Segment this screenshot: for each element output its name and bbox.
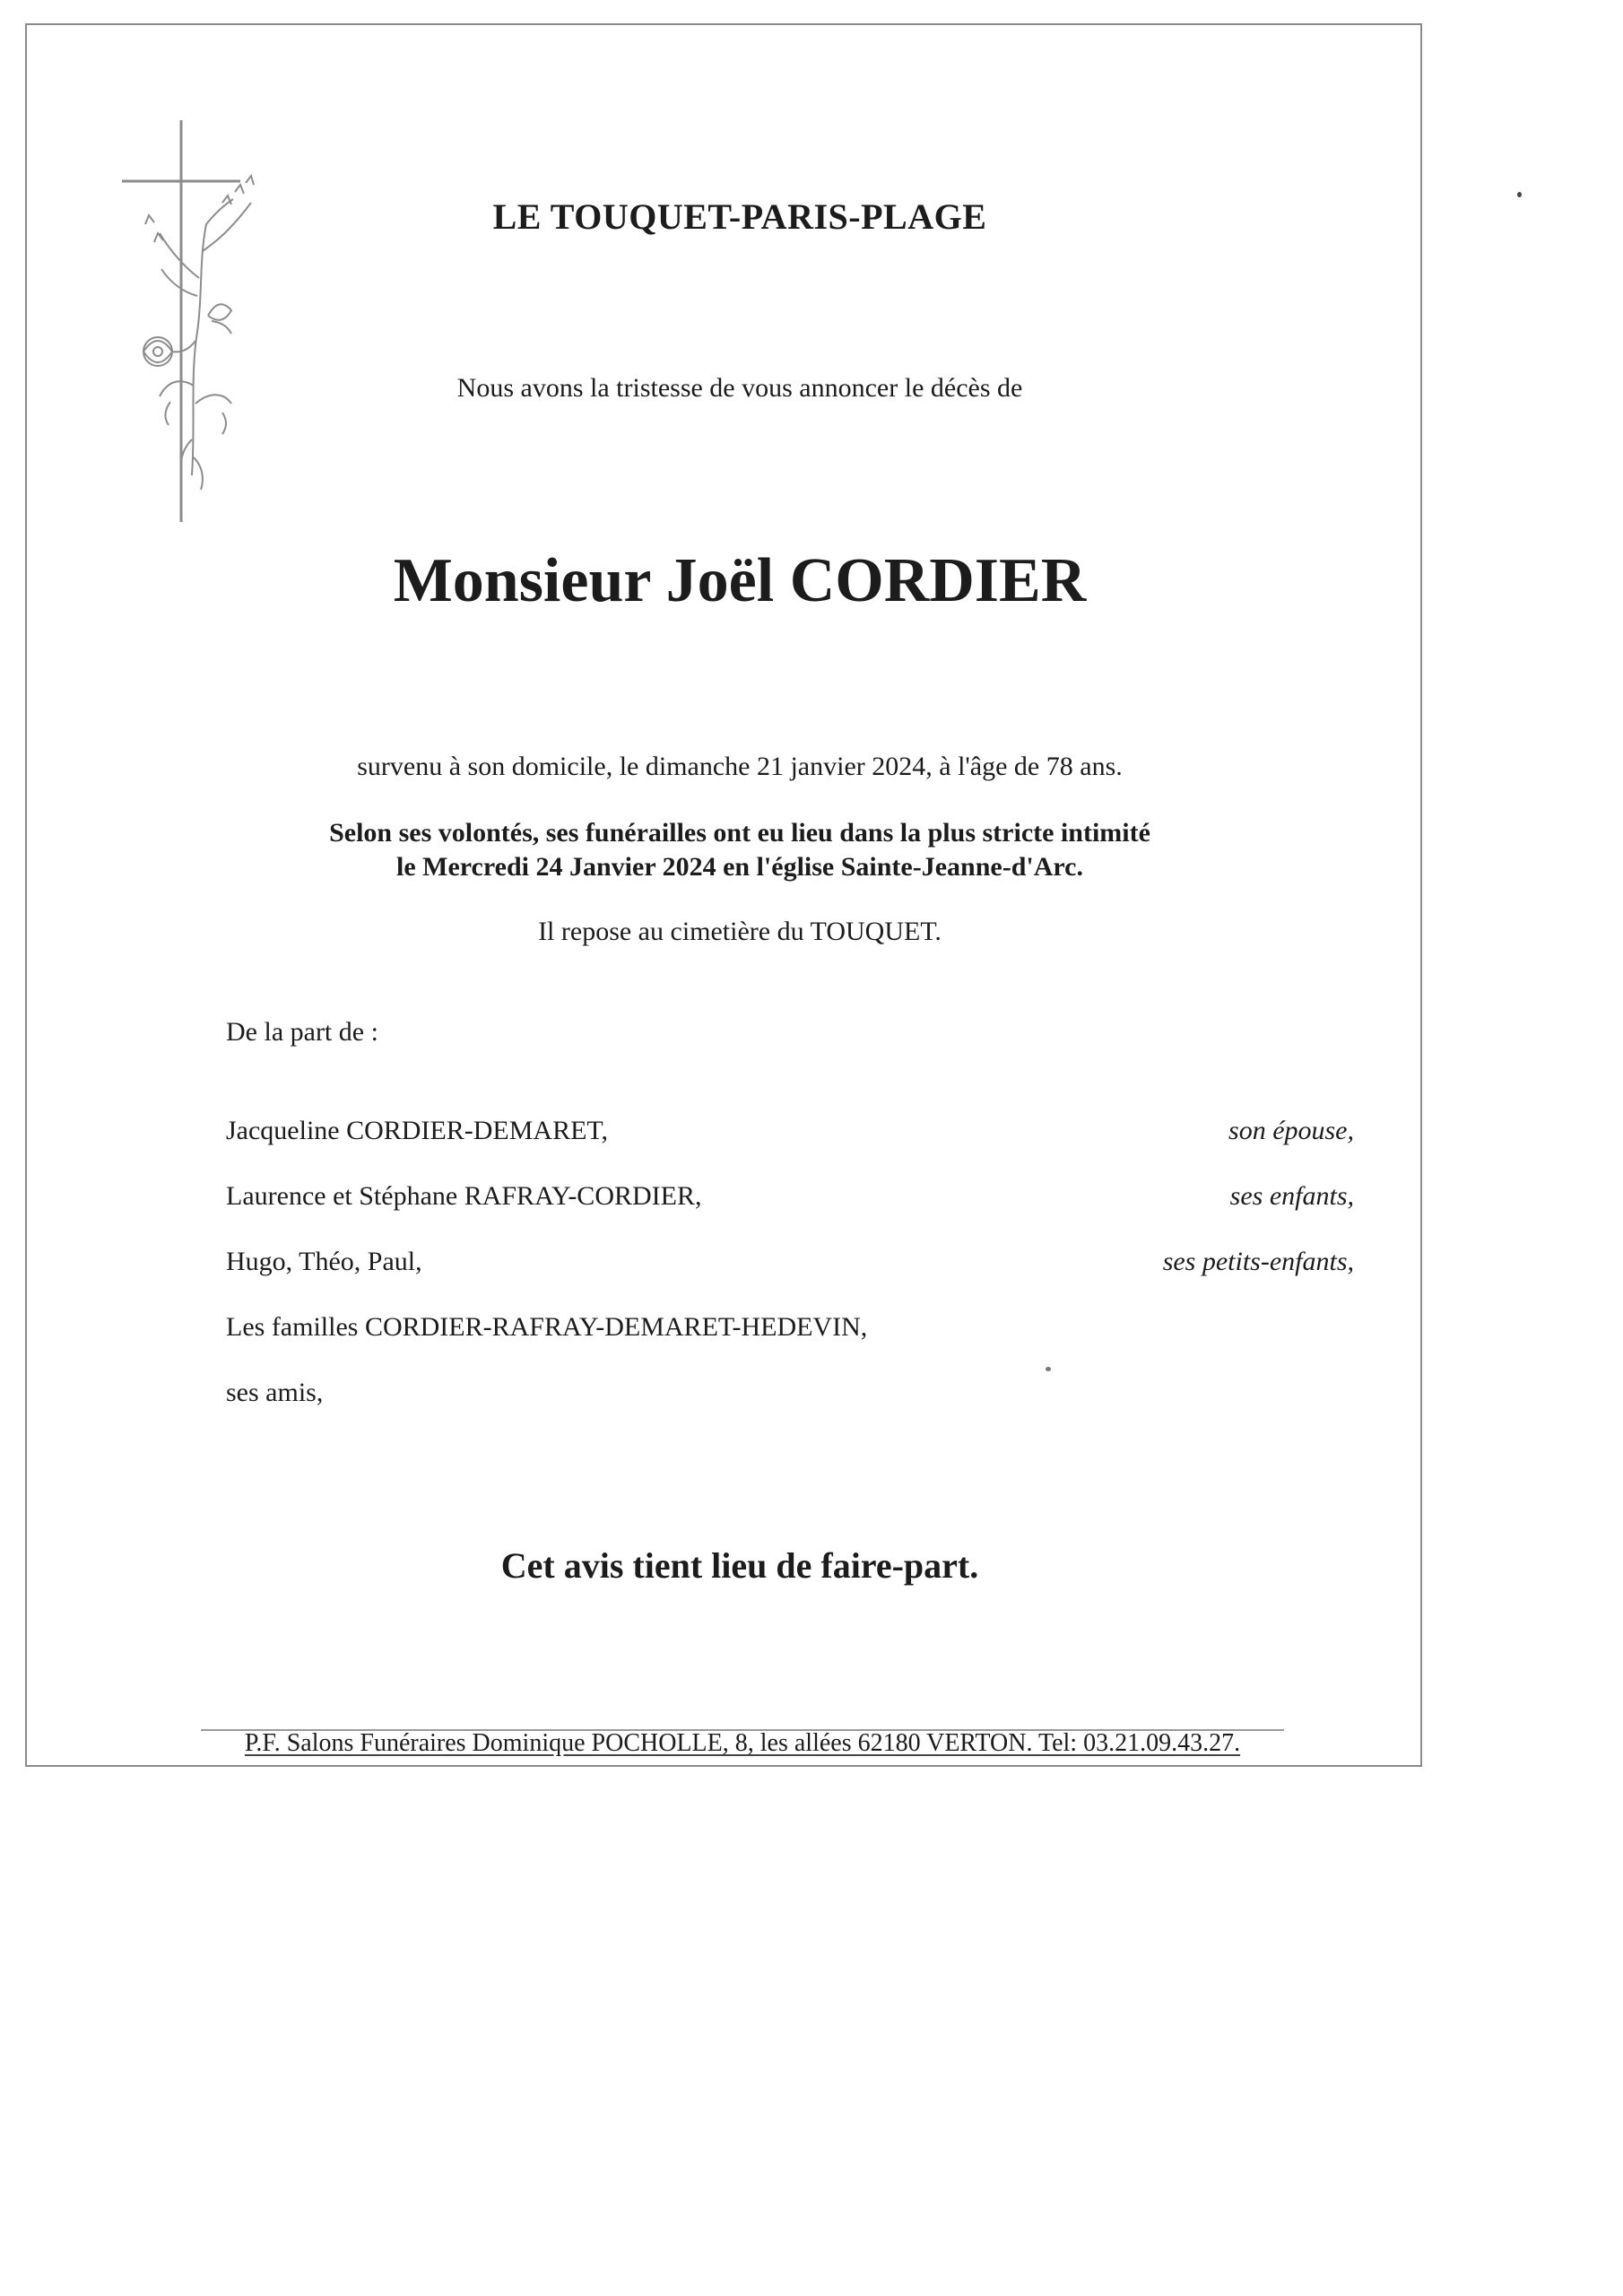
burial-info: Il repose au cimetière du TOUQUET. bbox=[538, 917, 942, 946]
footer-text: P.F. Salons Funéraires Dominique POCHOLLE, 8, les allées 62180 VERTON. Tel: 03.21.09.43.27. bbox=[244, 1729, 1241, 1757]
family-member-name: Laurence et Stéphane RAFRAY-CORDIER, bbox=[226, 1181, 702, 1211]
family-row bbox=[226, 1181, 1354, 1247]
family-row bbox=[226, 1312, 1354, 1378]
funeral-line-1: Selon ses volontés, ses funérailles ont eu lieu dans la plus stricte intimité bbox=[329, 818, 1150, 848]
from-label: De la part de : bbox=[226, 1017, 378, 1047]
scan-speck bbox=[1046, 1367, 1051, 1371]
family-member-name: ses amis, bbox=[226, 1378, 324, 1407]
family-row bbox=[226, 1378, 1354, 1443]
deceased-name: Monsieur Joël CORDIER bbox=[393, 546, 1087, 615]
family-relation: son épouse, bbox=[1228, 1116, 1354, 1145]
family-row bbox=[226, 1247, 1354, 1312]
intro-text: Nous avons la tristesse de vous annoncer le décès de bbox=[456, 373, 1023, 403]
scan-speck bbox=[1517, 192, 1522, 197]
family-row bbox=[226, 1116, 1354, 1181]
funeral-line-2: le Mercredi 24 Janvier 2024 en l'église Sainte-Jeanne-d'Arc. bbox=[396, 852, 1083, 882]
family-list bbox=[226, 1116, 1354, 1443]
cross-with-flowers-icon bbox=[117, 117, 278, 529]
death-info: survenu à son domicile, le dimanche 21 janvier 2024, à l'âge de 78 ans. bbox=[357, 752, 1123, 781]
closing-statement: Cet avis tient lieu de faire-part. bbox=[500, 1545, 979, 1586]
family-relation: ses enfants, bbox=[1229, 1181, 1354, 1211]
funeral-info bbox=[25, 816, 1454, 884]
family-member-name: Les familles CORDIER-RAFRAY-DEMARET-HEDEVIN, bbox=[226, 1312, 868, 1342]
family-relation: ses petits-enfants, bbox=[1162, 1247, 1354, 1276]
family-member-name: Hugo, Théo, Paul, bbox=[226, 1247, 422, 1276]
town-heading: LE TOUQUET-PARIS-PLAGE bbox=[492, 196, 987, 237]
funeral-home-footer bbox=[201, 1729, 1284, 1758]
family-member-name: Jacqueline CORDIER-DEMARET, bbox=[226, 1116, 609, 1145]
